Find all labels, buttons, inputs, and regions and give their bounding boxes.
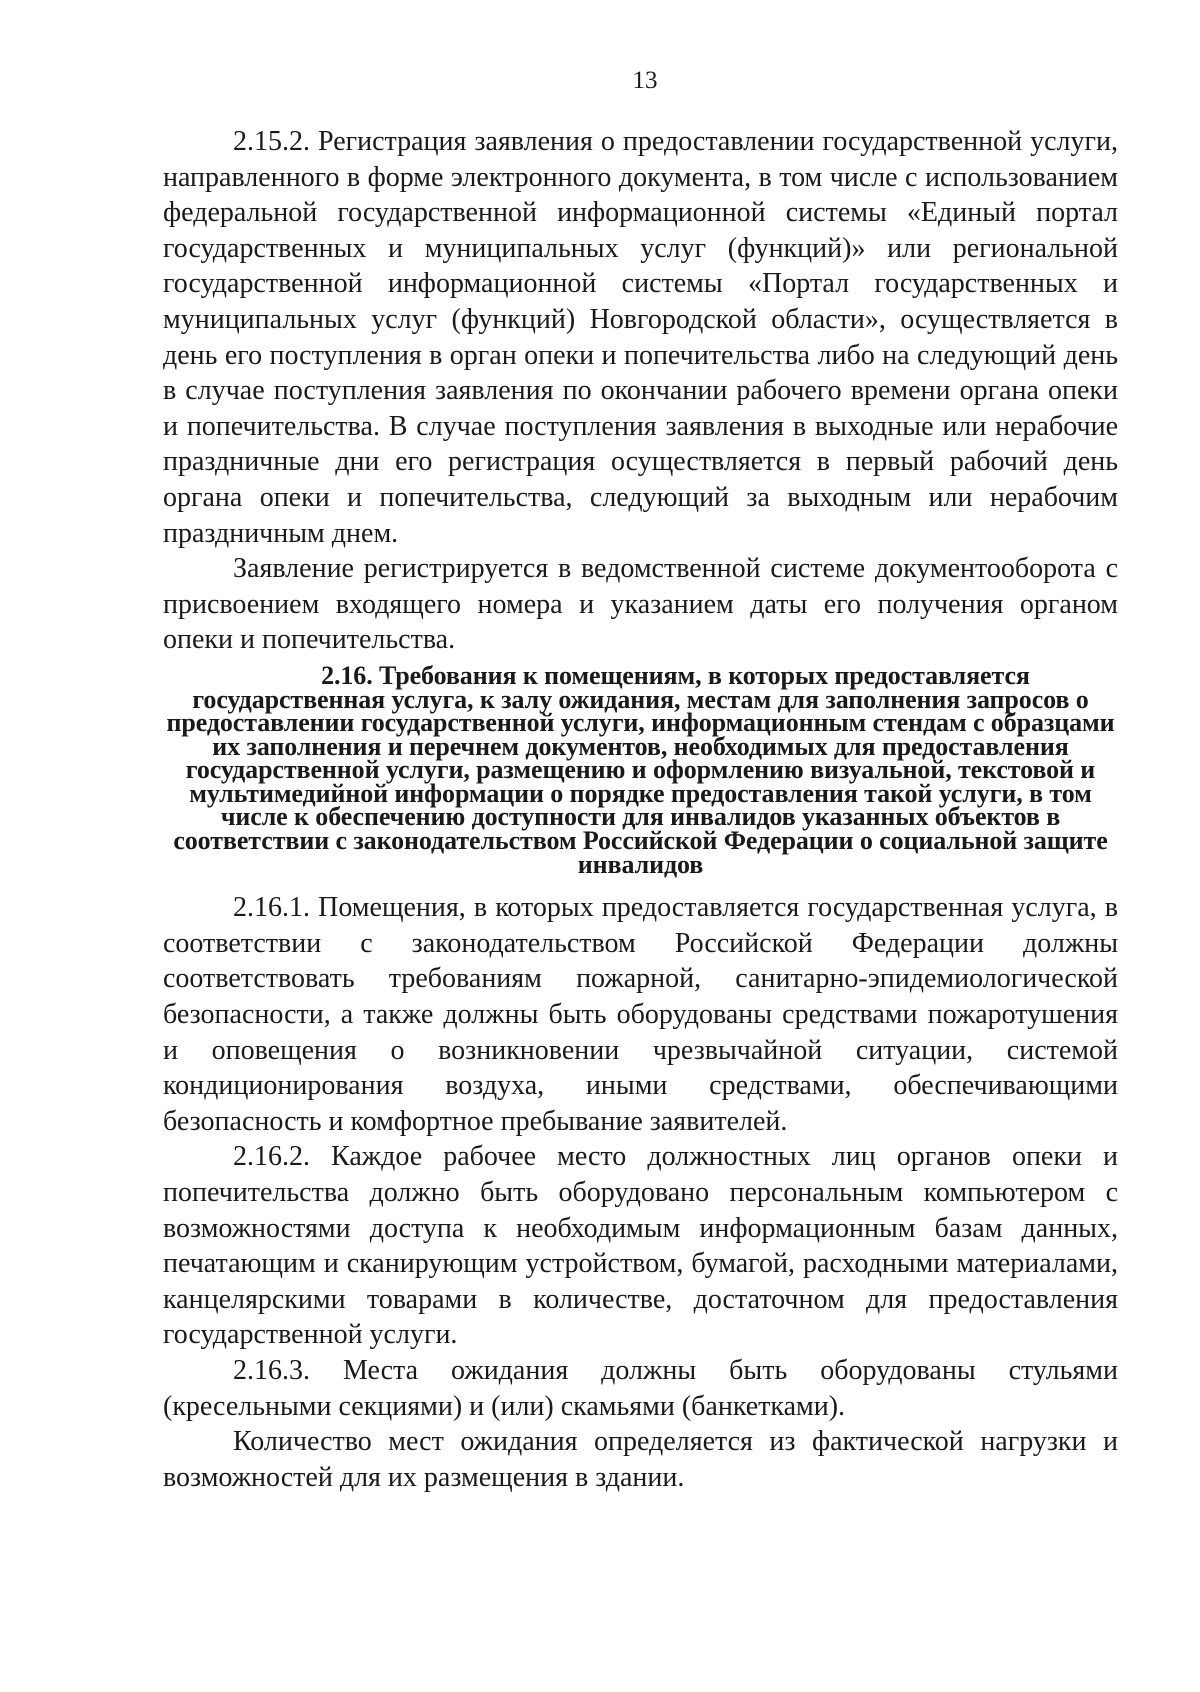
- paragraph-2-15-2: 2.15.2. Регистрация заявления о предоставлении государственной услуги, направленного в форме электронного документа, в том числе с использованием федеральной государственной информационной системы «Единый портал государственных и муниципальных услуг (функций)» или региональной государственной информационной системы «Портал государственных и муниципальных услуг (функций) Новгородской области», осуществляется в день его поступления в орган опеки и попечительства либо на следующий день в случае поступления заявления по окончании рабочего времени органа опеки и попечительства. В случае поступления заявления в выходные или нерабочие праздничные дни его регистрация осуществляется в первый рабочий день органа опеки и попечительства, следующий за выходным или нерабочим праздничным днем.: [163, 126, 1118, 549]
- paragraph-2-16-3: 2.16.3. Места ожидания должны быть оборудованы стульями (кресельными секциями) и (или) скамьями (банкетками).: [163, 1354, 1118, 1422]
- paragraph-2-16-1: 2.16.1. Помещения, в которых предоставляется государственная услуга, в соответствии с законодательством Российской Федерации должны соответствовать требованиям пожарной, санитарно-эпидемиологической безопасности, а также должны быть оборудованы средствами пожаротушения и оповещения о возникновении чрезвычайной ситуации, системой кондиционирования воздуха, иными средствами, обеспечивающими безопасность и комфортное пребывание заявителей.: [163, 892, 1118, 1137]
- page-number: 13: [632, 67, 658, 94]
- paragraph-registration: Заявление регистрируется в ведомственной системе документооборота с присвоением входящего номера и указанием даты его получения органом опеки и попечительства.: [163, 553, 1118, 656]
- section-heading-2-16: 2.16. Требования к помещениям, в которых предоставляется государственная услуга, к залу ожидания, местам для заполнения запросов о предоставлении государственной услуги, информационным стендам с образцами их заполнения и перечнем документов, необходимых для предоставления государственной услуги, размещению и оформлению визуальной, текстовой и мультимедийной информации о порядке предоставления такой услуги, в том числе к обеспечению доступности для инвалидов указанных объектов в соответствии с законодательством Российской Федерации о социальной защите инвалидов: [166, 660, 1115, 879]
- document-body: [163, 124, 1118, 1495]
- paragraph-waiting-places: Количество мест ожидания определяется из фактической нагрузки и возможностей для их размещения в здании.: [163, 1426, 1118, 1493]
- paragraph-2-16-2: 2.16.2. Каждое рабочее место должностных лиц органов опеки и попечительства должно быть оборудовано персональным компьютером с возможностями доступа к необходимым информационным базам данных, печатающим и сканирующим устройством, бумагой, расходными материалами, канцелярскими товарами в количестве, достаточном для предоставления государственной услуги.: [163, 1141, 1118, 1351]
